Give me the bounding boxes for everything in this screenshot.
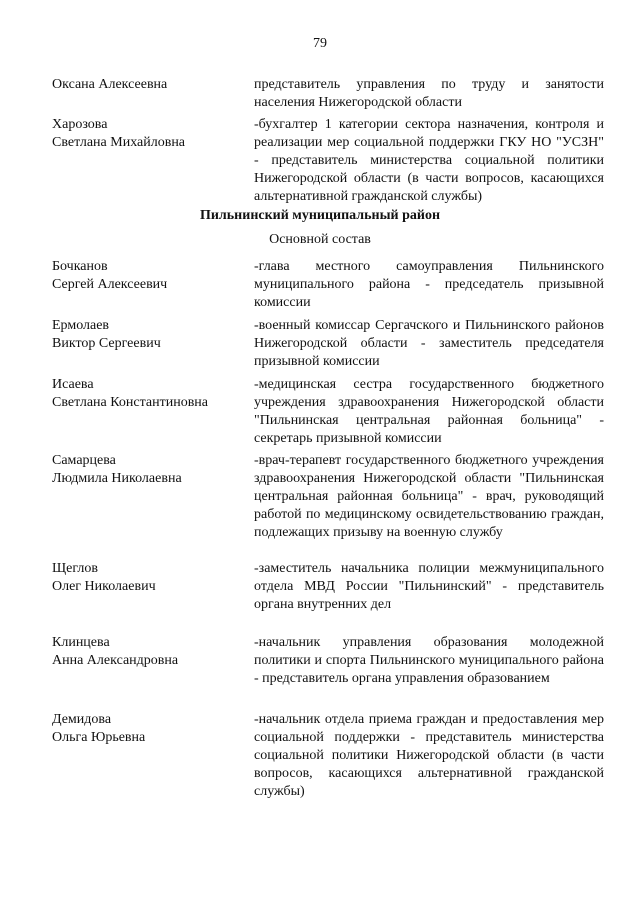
member-name: Ермолаев Виктор Сергеевич [52, 318, 161, 351]
member-role: -заместитель начальника полиции межмуниципального отдела МВД России "Пильнинский" - представитель органа внутренних дел [254, 561, 604, 612]
member-role: -начальник отдела приема граждан и предоставления мер социальной поддержки - представитель министерства социальной политики Нижегородской области (в части вопросов, касающихся альтернативной гражданской службы) [254, 712, 604, 799]
section-title: Пильнинский муниципальный район [199, 208, 441, 223]
member-role: представитель управления по труду и занятости населения Нижегородской области [254, 77, 604, 110]
member-name: Щеглов Олег Николаевич [52, 561, 156, 594]
member-name: Исаева Светлана Константиновна [52, 377, 209, 410]
member-name: Харозова Светлана Михайловна [52, 117, 186, 150]
member-role: -медицинская сестра государственного бюджетного учреждения здравоохранения Нижегородской области "Пильнинская центральная районная больница" - секретарь призывной комиссии [254, 377, 604, 446]
member-name: Клинцева Анна Александровна [52, 635, 179, 668]
member-role: -врач-терапевт государственного бюджетного учреждения здравоохранения Нижегородской области "Пильнинская центральная районная больница" - врач, руководящий работой по медицинскому освидетельствованию граждан, подлежащих призыву на военную службу [254, 453, 604, 540]
subsection-title: Основной состав [269, 232, 371, 247]
member-name: Оксана Алексеевна [52, 77, 168, 92]
member-role: -бухгалтер 1 категории сектора назначения, контроля и реализации мер социальной поддержки ГКУ НО "УСЗН" - представитель министерства социальной политики Нижегородской области (в части вопросов, касающихся альтернативной гражданской службы) [254, 117, 604, 204]
member-name: Бочканов Сергей Алексеевич [52, 259, 168, 292]
member-role: -военный комиссар Сергачского и Пильнинского районов Нижегородской области - заместитель председателя призывной комиссии [254, 318, 604, 369]
member-name: Самарцева Людмила Николаевна [52, 453, 182, 486]
member-role: -глава местного самоуправления Пильнинского муниципального района - председатель призывной комиссии [254, 259, 604, 310]
member-role: -начальник управления образования молодежной политики и спорта Пильнинского муниципального района - представитель органа управления образованием [254, 635, 604, 686]
page-number: 79 [313, 36, 327, 51]
member-name: Демидова Ольга Юрьевна [52, 712, 146, 745]
